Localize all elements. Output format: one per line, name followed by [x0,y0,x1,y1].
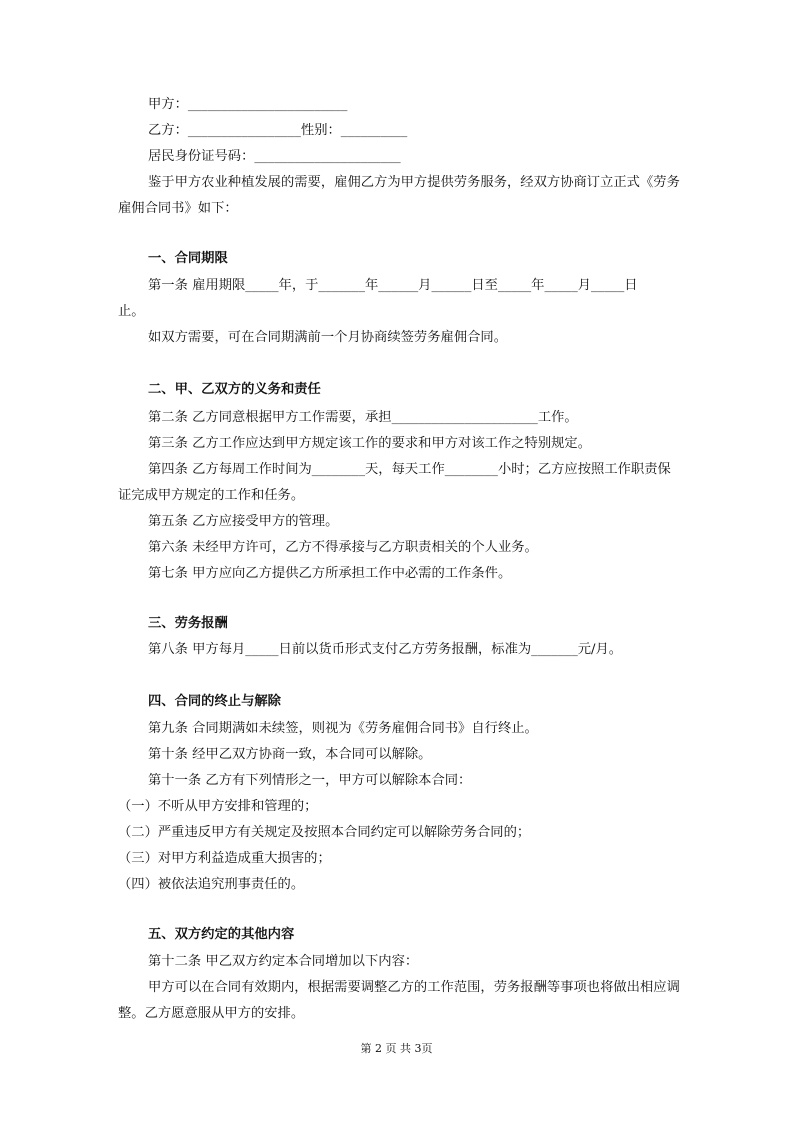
article-4-line-2: 证完成甲方规定的工作和任务。 [118,488,305,503]
article-2: 第二条 乙方同意根据甲方工作需要，承担______________________工作。 [148,410,578,425]
article-10: 第十条 经甲乙双方协商一致，本合同可以解除。 [148,747,432,762]
section-4-title: 四、合同的终止与解除 [148,694,281,709]
article-7: 第七条 甲方应向乙方提供乙方所承担工作中必需的工作条件。 [148,566,512,581]
article-12: 第十二条 甲乙双方约定本合同增加以下内容： [148,954,419,969]
adjustment-paragraph-line-1: 甲方可以在合同有效期内，根据需要调整乙方的工作范围，劳务报酬等事项也将做出相应调 [148,980,680,995]
article-1-line-2: 止。 [118,304,145,319]
article-8: 第八条 甲方每月_____日前以货币形式支付乙方劳务报酬，标准为_______元/月。 [148,642,623,657]
party-a-line: 甲方：________________________ [148,97,348,112]
list-item: （三）对甲方利益造成重大损害的； [118,851,331,866]
renewal-paragraph: 如双方需要，可在合同期满前一个月协商续签劳务雇佣合同。 [148,330,508,345]
adjustment-paragraph-line-2: 整。乙方愿意服从甲方的安排。 [118,1006,305,1021]
section-2-title: 二、甲、乙双方的义务和责任 [148,382,321,397]
intro-line-2: 雇佣合同书》如下： [118,201,238,216]
article-4-line-1: 第四条 乙方每周工作时间为________天，每天工作________小时；乙方应按照工作职责保 [148,462,671,477]
page-footer: 第 2 页 共 3页 [360,1042,433,1055]
id-number-line: 居民身份证号码：______________________ [148,149,401,164]
article-6: 第六条 未经甲方许可，乙方不得承接与乙方职责相关的个人业务。 [148,540,538,555]
list-item: （二）严重违反甲方有关规定及按照本合同约定可以解除劳务合同的； [118,825,531,840]
article-9: 第九条 合同期满如未续签，则视为《劳务雇佣合同书》自行终止。 [148,721,538,736]
party-b-line: 乙方：_________________性别：__________ [148,123,408,138]
list-item: （一）不听从甲方安排和管理的； [118,799,318,814]
section-3-title: 三、劳务报酬 [148,616,228,631]
article-1-line-1: 第一条 雇用期限_____年，于_______年______月______日至_____年_____月_____日 [148,278,638,293]
list-item: （四）被依法追究刑事责任的。 [118,877,305,892]
section-5-title: 五、双方约定的其他内容 [148,927,295,942]
article-5: 第五条 乙方应接受甲方的管理。 [148,514,339,529]
article-3: 第三条 乙方工作应达到甲方规定该工作的要求和甲方对该工作之特别规定。 [148,436,592,451]
intro-line-1: 鉴于甲方农业种植发展的需要，雇佣乙方为甲方提供劳务服务，经双方协商订立正式《劳务 [148,175,680,190]
article-11: 第十一条 乙方有下列情形之一，甲方可以解除本合同： [148,773,472,788]
section-1-title: 一、合同期限 [148,251,228,266]
